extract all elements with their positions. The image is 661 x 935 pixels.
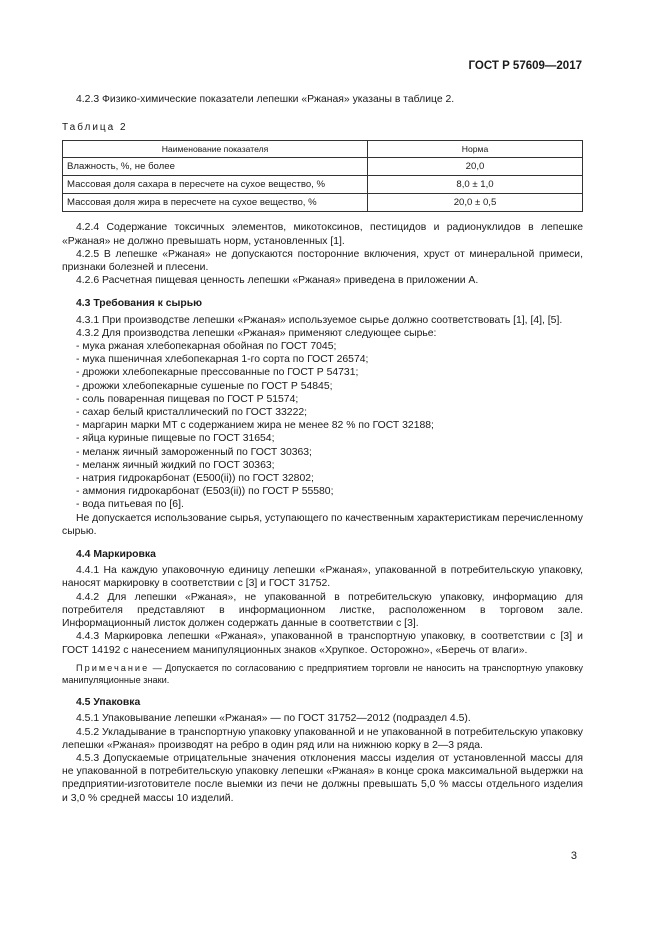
- paragraph-4-2-5: 4.2.5 В лепешке «Ржаная» не допускаются посторонние включения, хруст от минеральной примеси, признаки болезней и плесени.: [62, 248, 583, 274]
- row-value-cell: 20,0 ± 0,5: [368, 194, 583, 212]
- document-body: [62, 93, 583, 805]
- row-name-cell: Влажность, %, не более: [63, 158, 368, 176]
- table-row: [63, 194, 583, 212]
- list-item: - вода питьевая по [6].: [76, 499, 184, 511]
- note-text: — Допускается по согласованию с предприятием торговли не наносить на транспортную упаковку манипуляционные знаки.: [62, 662, 583, 685]
- paragraph-4-5-2: 4.5.2 Укладывание в транспортную упаковку упакованной и не упакованной в потребительскую упаковку лепешки «Ржаная» производят на ребро в один ряд или на нижнюю корку в 2—3 ряда.: [62, 726, 583, 751]
- list-item: - мука ржаная хлебопекарная обойная по ГОСТ 7045;: [76, 341, 337, 353]
- paragraph-4-4-3: 4.4.3 Маркировка лепешки «Ржаная», упакованной в транспортную упаковку, в соответствии с [3] и ГОСТ 14192 с нанесением манипуляционных знаков «Хрупкое. Осторожно», «Беречь от влаги».: [62, 631, 583, 656]
- paragraph-4-3-note: Не допускается использование сырья, уступающего по качественным характеристикам перечисленному сырью.: [62, 512, 583, 537]
- paragraph-4-2-4: 4.2.4 Содержание токсичных элементов, микотоксинов, пестицидов и радионуклидов в лепешке «Ржаная» не должно превышать норм, установленных [1].: [62, 222, 583, 247]
- list-item: - маргарин марки МТ с содержанием жира не менее 82 % по ГОСТ 32188;: [76, 420, 434, 432]
- row-name-cell: Массовая доля жира в пересчете на сухое вещество, %: [63, 194, 368, 212]
- note-paragraph: [62, 662, 583, 686]
- table-row: [63, 158, 583, 176]
- list-item: - мука пшеничная хлебопекарная 1-го сорта по ГОСТ 26574;: [76, 354, 369, 366]
- list-item: - дрожжи хлебопекарные сушеные по ГОСТ Р 54845;: [76, 380, 333, 392]
- list-item: - сахар белый кристаллический по ГОСТ 33222;: [76, 407, 308, 419]
- list-item: - дрожжи хлебопекарные прессованные по ГОСТ Р 54731;: [76, 367, 359, 379]
- list-item: - меланж яичный жидкий по ГОСТ 30363;: [76, 459, 275, 471]
- paragraph-4-4-1: 4.4.1 На каждую упаковочную единицу лепешки «Ржаная», упакованной в потребительскую упаковку, наносят маркировку в соответствии с [3] и ГОСТ 31752.: [62, 565, 583, 590]
- paragraph-4-5-3: 4.5.3 Допускаемые отрицательные значения отклонения массы изделия от установленной массы для не упакованной в потребительскую упаковку лепешки «Ржаная» в конце срока максимальной выдержки на предприятии-изготовителе после выемки из печи не должны превышать 5,0 % массы отдельного изделия и 3,0 % средней массы 10 изделий.: [62, 752, 583, 804]
- indicators-table: [62, 140, 583, 212]
- table-caption: Таблица 2: [62, 122, 128, 134]
- list-item: - яйца куриные пищевые по ГОСТ 31654;: [76, 433, 275, 445]
- list-item: - натрия гидрокарбонат (Е500(ii)) по ГОСТ 32802;: [76, 473, 314, 485]
- section-title-4-4: 4.4 Маркировка: [76, 549, 156, 561]
- paragraph-4-4-2: 4.4.2 Для лепешки «Ржаная», не упакованной в потребительскую упаковку, информацию для потребителя представляют в информационном листке, расположенном в торговом зале. Информационный листок должен содержать данные в соответствии с [3].: [62, 591, 583, 630]
- paragraph-4-2-6: 4.2.6 Расчетная пищевая ценность лепешки «Ржаная» приведена в приложении А.: [76, 275, 479, 287]
- page-number: 3: [570, 850, 577, 862]
- paragraph-4-5-1: 4.5.1 Упаковывание лепешки «Ржаная» — по ГОСТ 31752—2012 (подраздел 4.5).: [76, 713, 471, 725]
- row-value-cell: 8,0 ± 1,0: [368, 176, 583, 194]
- intro-paragraph: 4.2.3 Физико-химические показатели лепешки «Ржаная» указаны в таблице 2.: [76, 94, 455, 105]
- document-header: ГОСТ Р 57609—2017: [468, 60, 582, 72]
- paragraph-4-3-2: 4.3.2 Для производства лепешки «Ржаная» применяют следующее сырье:: [76, 327, 437, 339]
- column-header-name: Наименование показателя: [63, 141, 368, 158]
- table-row: [63, 176, 583, 194]
- raw-materials-list: [62, 340, 583, 512]
- paragraph-4-3-1: 4.3.1 При производстве лепешки «Ржаная» используемое сырье должно соответствовать [1], [4], [5].: [76, 314, 563, 326]
- list-item: - аммония гидрокарбонат (Е503(ii)) по ГОСТ Р 55580;: [76, 486, 334, 498]
- table-header-row: [63, 141, 583, 158]
- note-label: Примечание: [76, 662, 150, 673]
- list-item: - меланж яичный замороженный по ГОСТ 30363;: [76, 446, 312, 458]
- row-name-cell: Массовая доля сахара в пересчете на сухое вещество, %: [63, 176, 368, 194]
- row-value-cell: 20,0: [368, 158, 583, 176]
- column-header-norm: Норма: [368, 141, 583, 158]
- list-item: - соль поваренная пищевая по ГОСТ Р 51574;: [76, 393, 299, 405]
- section-title-4-3: 4.3 Требования к сырью: [76, 298, 203, 310]
- section-title-4-5: 4.5 Упаковка: [76, 697, 141, 709]
